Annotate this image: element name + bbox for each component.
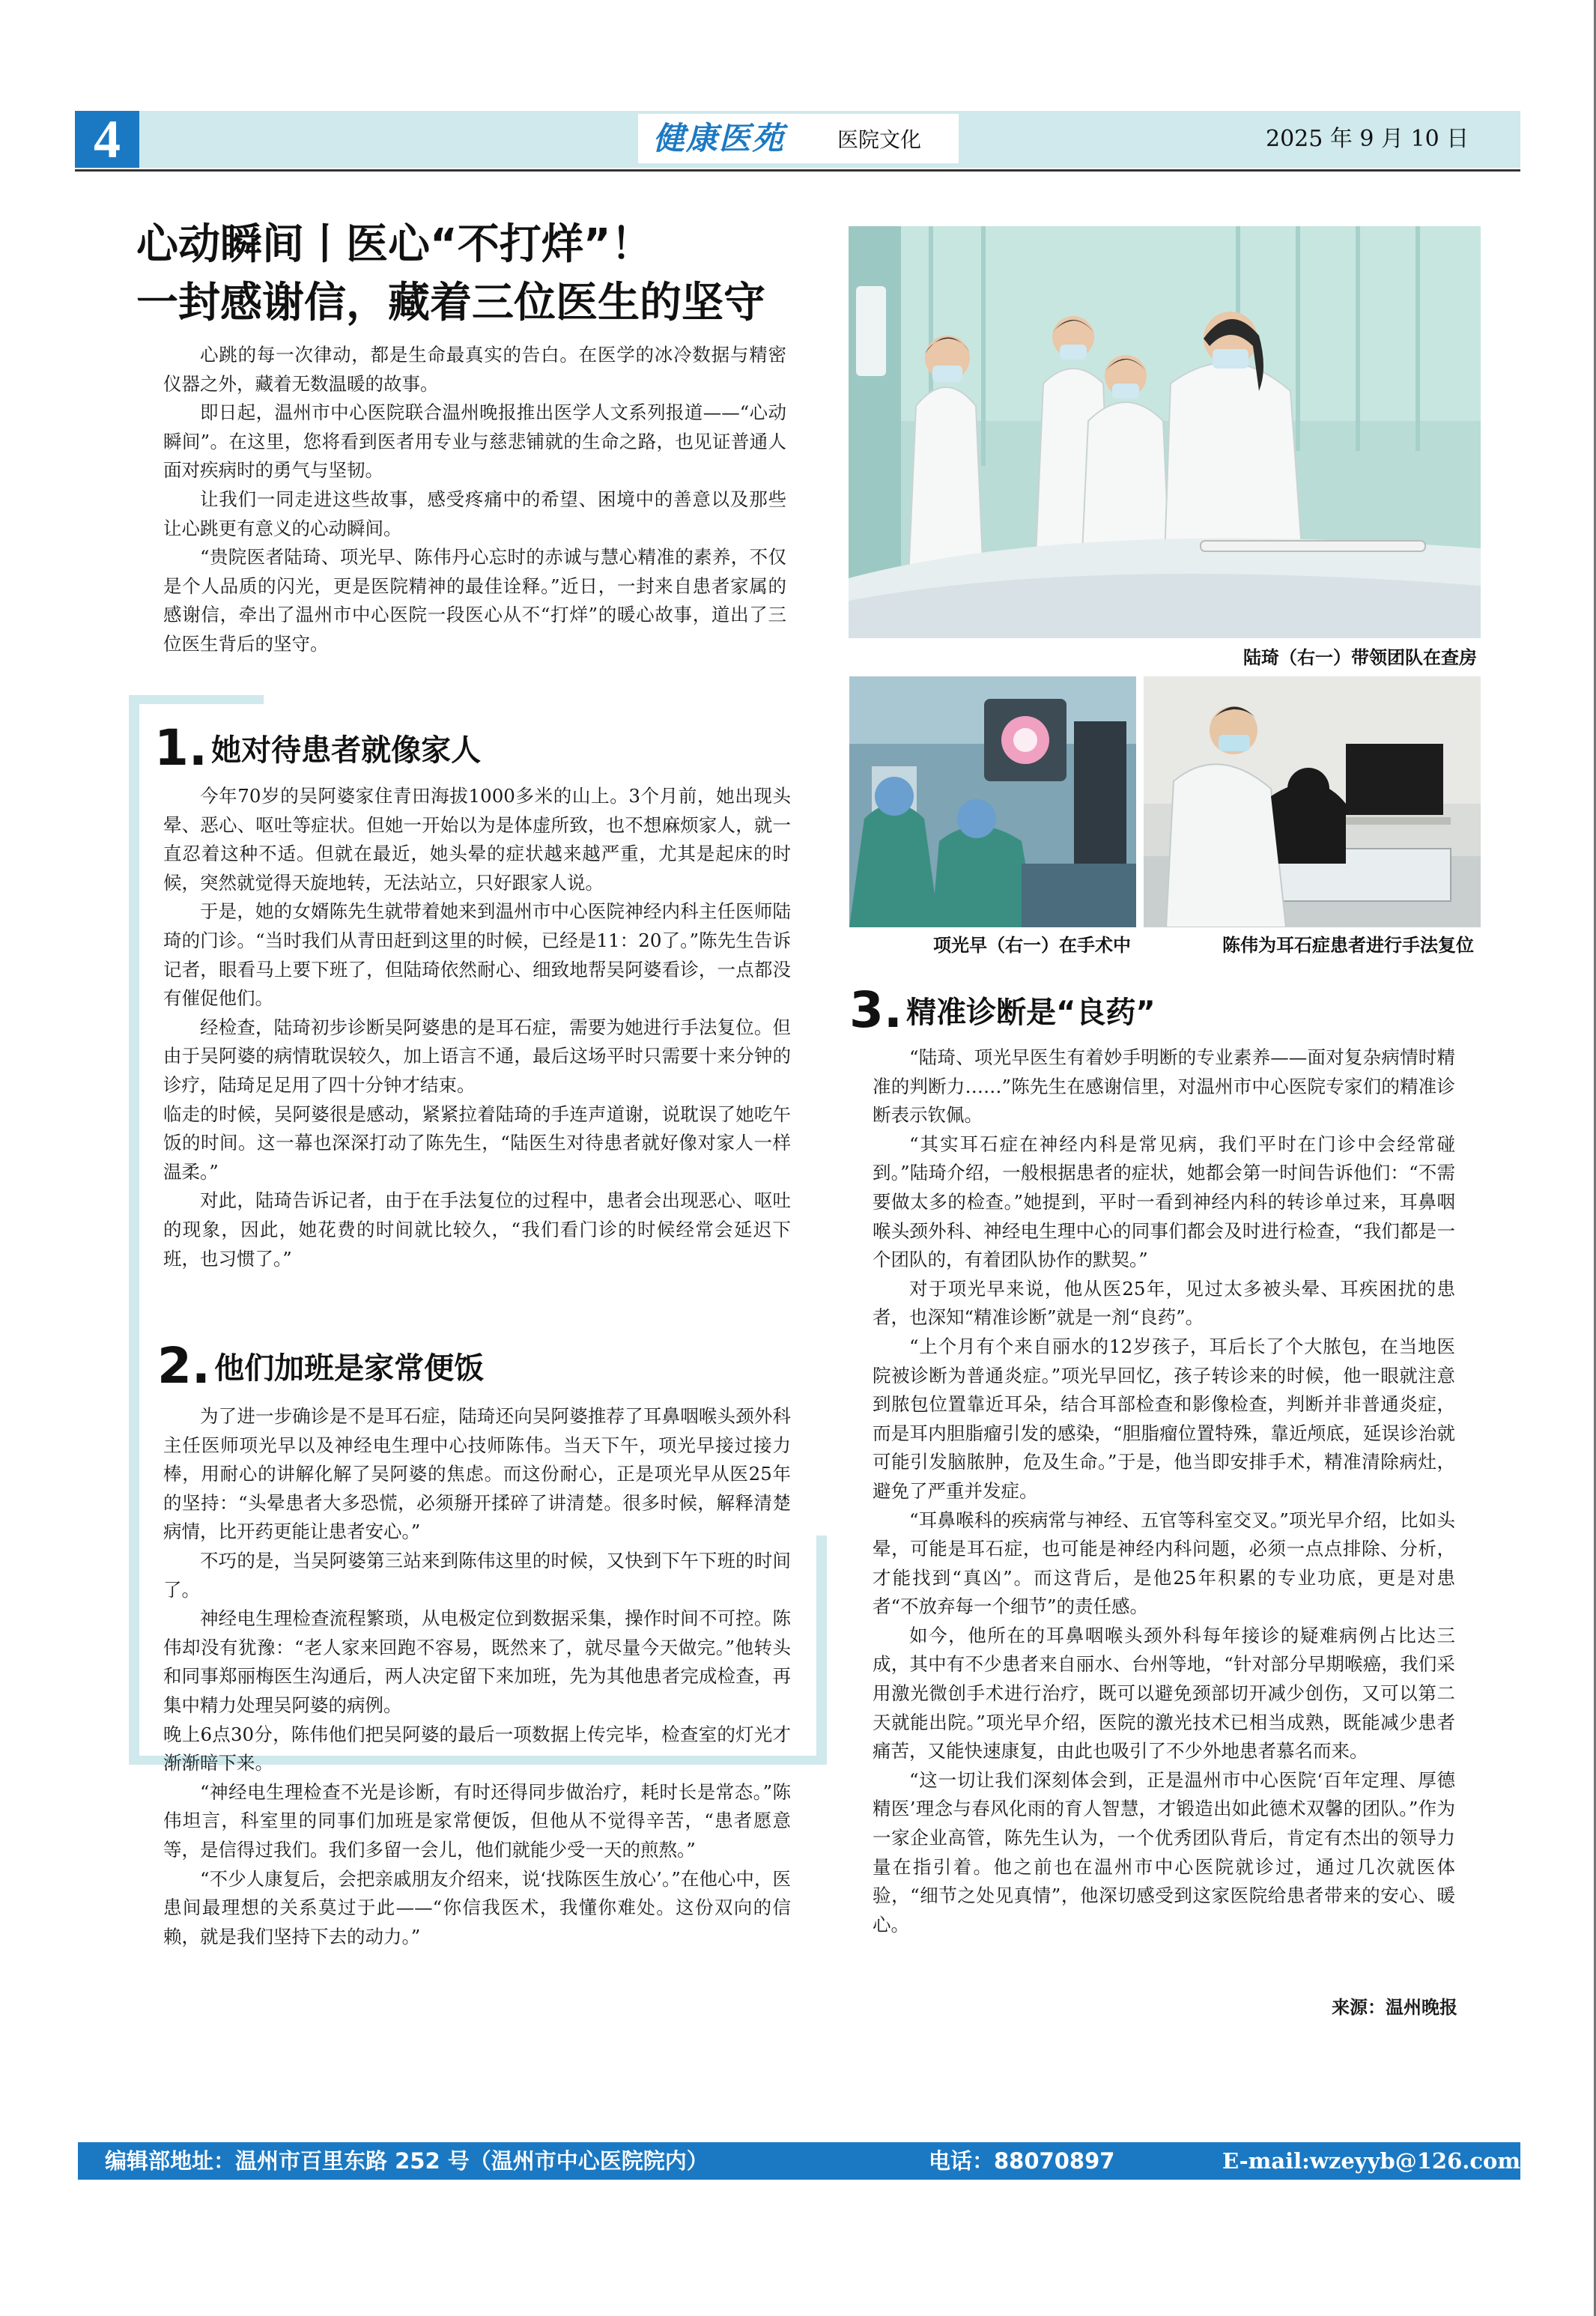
footer-phone: 电话：88070897 — [929, 2148, 1115, 2174]
section-1-number: 1. — [154, 719, 207, 777]
footer-email: E-mail:wzeyyb@126.com — [1222, 2148, 1521, 2174]
body-paragraph: 神经电生理检查流程繁琐，从电极定位到数据采集，操作时间不可控。陈伟却没有犹豫：“老人家来回跑不容易，既然来了，就尽量今天做完。”他转头和同事郑丽梅医生沟通后，两人决定留下来加班，先为其他患者完成检查，再集中精力处理吴阿婆的病例。 — [163, 1607, 791, 1716]
masthead-logo: 健康医苑 — [653, 120, 786, 157]
body-paragraph: 晚上6点30分，陈伟他们把吴阿婆的最后一项数据上传完毕，检查室的灯光才渐渐暗下来。 — [163, 1723, 791, 1774]
body-paragraph: “耳鼻喉科的疾病常与神经、五官等科室交叉。”项光早介绍，比如头晕，可能是耳石症，也可能是神经内科问题，必须一点点排除、分析，才能找到“真凶”。而这背后，是他25年积累的专业功底，更是对患者“不放弃每一个细节”的责任感。 — [873, 1509, 1455, 1618]
issue-date: 2025 年 9 月 10 日 — [1266, 126, 1469, 152]
page-number: 4 — [75, 111, 139, 168]
body-paragraph: 经检查，陆琦初步诊断吴阿婆患的是耳石症，需要为她进行手法复位。但由于吴阿婆的病情耽误较久，加上语言不通，最后这场平时只需要十来分钟的诊疗，陆琦足足用了四十分钟才结束。 — [163, 1016, 791, 1096]
body-paragraph: “上个月有个来自丽水的12岁孩子，耳后长了个大脓包，在当地医院被诊断为普通炎症。”项光早回忆，孩子转诊来的时候，他一眼就注意到脓包位置靠近耳朵，结合耳部检查和影像检查，判断并非普通炎症，而是耳内胆脂瘤引发的感染，“胆脂瘤位置特殊，靠近颅底，延误诊治就可能引发脑脓肿，危及生命。”于是，他当即安排手术，精准清除病灶，避免了严重并发症。 — [873, 1335, 1455, 1502]
reposition-photo — [1144, 676, 1481, 927]
ward-round-caption: 陆琦（右一）带领团队在查房 — [1243, 647, 1477, 668]
body-paragraph: “不少人康复后，会把亲戚朋友介绍来，说‘找陈医生放心’。”在他心中，医患间最理想的关系莫过于此——“你信我医术，我懂你难处。这份双向的信赖，就是我们坚持下去的动力。” — [163, 1867, 791, 1947]
section-3-body — [873, 1043, 1455, 1939]
body-paragraph: 今年70岁的吴阿婆家住青田海拔1000多米的山上。3个月前，她出现头晕、恶心、呕吐等症状。但她一开始以为是体虚所致，也不想麻烦家人，就一直忍着这种不适。但就在最近，她头晕的症状越来越严重，尤其是起床的时候，突然就觉得天旋地转，无法站立，只好跟家人说。 — [163, 785, 791, 894]
section-1-heading — [154, 719, 481, 777]
body-paragraph: 为了进一步确诊是不是耳石症，陆琦还向吴阿婆推荐了耳鼻咽喉头颈外科主任医师项光早以及神经电生理中心技师陈伟。当天下午，项光早接过接力棒，用耐心的讲解化解了吴阿婆的焦虑。而这份耐心，正是项光早从医25年的坚持：“头晕患者大多恐慌，必须掰开揉碎了讲清楚。很多时候，解释清楚病情，比开药更能让患者安心。” — [163, 1405, 791, 1543]
body-paragraph: “神经电生理检查不光是诊断，有时还得同步做治疗，耗时长是常态。”陈伟坦言，科室里的同事们加班是家常便饭，但他从不觉得辛苦，“患者愿意等，是信得过我们。我们多留一会儿，他们就能少受一天的煎熬。” — [163, 1780, 791, 1861]
reposition-caption: 陈伟为耳石症患者进行手法复位 — [1222, 935, 1474, 956]
intro-paragraph: 让我们一同走进这些故事，感受疼痛中的希望、困境中的善意以及那些让心跳更有意义的心动瞬间。 — [163, 488, 786, 539]
ward-round-photo — [849, 226, 1481, 638]
frame-left — [129, 695, 139, 1765]
intro-paragraph: “贵院医者陆琦、项光早、陈伟丹心忘时的赤诚与慧心精准的素养，不仅是个人品质的闪光，更是医院精神的最佳诠释。”近日，一封来自患者家属的感谢信，牵出了温州市中心医院一段医心从不“打烊”的暖心故事，道出了三位医生背后的坚守。 — [163, 546, 786, 655]
intro-text — [163, 341, 786, 659]
section-3-heading — [849, 981, 1156, 1039]
ward-round-illustration — [849, 226, 1481, 638]
section-1-body — [163, 782, 791, 1273]
frame-right — [816, 1536, 827, 1765]
header-rule — [75, 169, 1520, 172]
body-paragraph: “其实耳石症在神经内科是常见病，我们平时在门诊中会经常碰到。”陆琦介绍，一般根据患者的症状，她都会第一时间告诉他们：“不需要做太多的检查。”她提到，平时一看到神经内科的转诊单过来，耳鼻咽喉头颈外科、神经电生理中心的同事们都会及时进行检查，“我们都是一个团队的，有着团队协作的默契。” — [873, 1133, 1455, 1271]
body-paragraph: 不巧的是，当吴阿婆第三站来到陈伟这里的时候，又快到下午下班的时间了。 — [163, 1549, 791, 1601]
body-paragraph: 对于项光早来说，他从医25年，见过太多被头晕、耳疾困扰的患者，也深知“精准诊断”就是一剂“良药”。 — [873, 1277, 1455, 1329]
headline-line-2: 一封感谢信，藏着三位医生的坚守 — [136, 279, 765, 327]
source-note: 来源：温州晚报 — [1332, 1997, 1457, 2018]
section-3-title: 精准诊断是“良药” — [906, 995, 1156, 1030]
section-name: 医院文化 — [837, 127, 922, 152]
body-paragraph: 对此，陆琦告诉记者，由于在手法复位的过程中，患者会出现恶心、呕吐的现象，因此，她花费的时间就比较久，“我们看门诊的时候经常会延迟下班，也习惯了。” — [163, 1189, 791, 1270]
section-2-heading — [157, 1337, 484, 1395]
section-2-title: 他们加班是家常便饭 — [214, 1351, 485, 1386]
body-paragraph: 如今，他所在的耳鼻咽喉头颈外科每年接诊的疑难病例占比达三成，其中有不少患者来自丽水、台州等地，“针对部分早期喉癌，我们采用激光微创手术进行治疗，既可以避免颈部切开减少创伤，又可以第二天就能出院。”项光早介绍，医院的激光技术已相当成熟，既能减少患者痛苦，又能快速康复，由此也吸引了不少外地患者慕名而来。 — [873, 1624, 1455, 1762]
body-paragraph: “陆琦、项光早医生有着妙手明断的专业素养——面对复杂病情时精准的判断力……”陈先生在感谢信里，对温州市中心医院专家们的精准诊断表示钦佩。 — [873, 1046, 1455, 1127]
intro-paragraph: 即日起，温州市中心医院联合温州晚报推出医学人文系列报道——“心动瞬间”。在这里，您将看到医者用专业与慈悲铺就的生命之路，也见证普通人面对疾病时的勇气与坚韧。 — [163, 401, 786, 482]
body-paragraph: 于是，她的女婿陈先生就带着她来到温州市中心医院神经内科主任医师陆琦的门诊。“当时我们从青田赶到这里的时候，已经是11：20了。”陈先生告诉记者，眼看马上要下班了，但陆琦依然耐心、细致地帮吴阿婆看诊，一点都没有催促他们。 — [163, 900, 791, 1010]
surgery-photo — [849, 676, 1136, 927]
section-3-number: 3. — [849, 981, 902, 1039]
body-paragraph: 临走的时候，吴阿婆很是感动，紧紧拉着陆琦的手连声道谢，说耽误了她吃午饭的时间。这一幕也深深打动了陈先生，“陆医生对待患者就好像对家人一样温柔。” — [163, 1103, 791, 1183]
section-1-title: 她对待患者就像家人 — [211, 733, 482, 768]
footer-address: 编辑部地址：温州市百里东路 252 号（温州市中心医院院内） — [105, 2148, 709, 2174]
section-2-body — [163, 1402, 791, 1951]
body-paragraph: “这一切让我们深刻体会到，正是温州市中心医院‘百年定理、厚德精医’理念与春风化雨的育人智慧，才锻造出如此德术双馨的团队。”作为一家企业高管，陈先生认为，一个优秀团队背后，肯定有杰出的领导力量在指引着。他之前也在温州市中心医院就诊过，通过几次就医体验，“细节之处见真情”，他深切感受到这家医院给患者带来的安心、暖心。 — [873, 1768, 1455, 1935]
frame-top — [129, 695, 264, 704]
intro-paragraph: 心跳的每一次律动，都是生命最真实的告白。在医学的冰冷数据与精密仪器之外，藏着无数温暖的故事。 — [163, 344, 786, 395]
surgery-caption: 项光早（右一）在手术中 — [933, 935, 1131, 956]
reposition-illustration — [1144, 676, 1481, 927]
section-2-number: 2. — [157, 1337, 210, 1395]
surgery-illustration — [849, 676, 1136, 927]
headline-line-1: 心动瞬间丨医心“不打烊”！ — [136, 220, 653, 269]
